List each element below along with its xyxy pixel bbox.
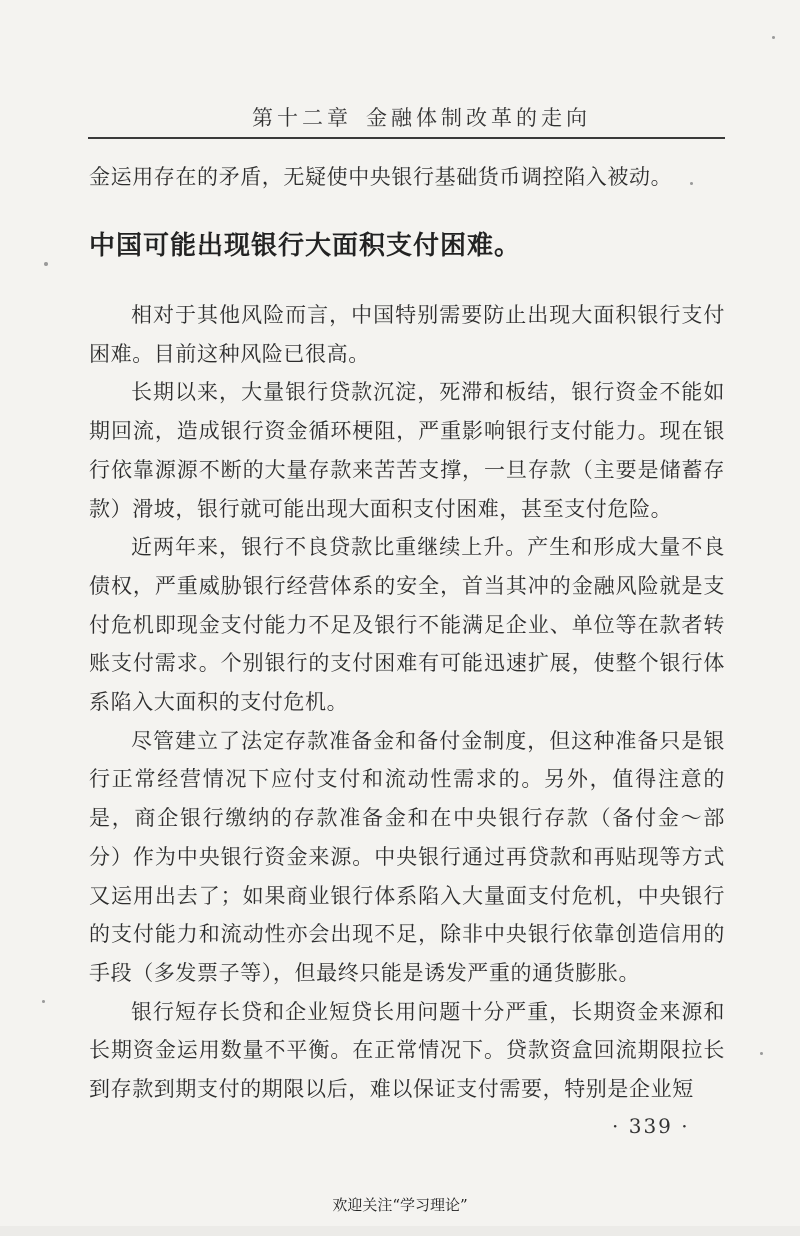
page-number: · 339 ·	[612, 1114, 690, 1138]
running-head	[88, 100, 724, 130]
footer-note: 欢迎关注“学习理论”	[332, 1196, 468, 1214]
scan-speck	[44, 262, 48, 266]
paragraph: 银行短存长贷和企业短贷长用问题十分严重，长期资金来源和长期资金运用数量不平衡。在正常情况下。贷款资盒回流期限拉长到存款到期支付的期限以后，难以保证支付需要，特别是企业短	[89, 999, 725, 1102]
header-rule	[88, 137, 725, 139]
paragraph: 相对于其他风险而言，中国特别需要防止出现大面积银行支付困难。目前这种风险已很高。	[89, 303, 725, 366]
scan-edge	[0, 1226, 800, 1236]
paragraph: 长期以来，大量银行贷款沉淀，死滞和板结，银行资金不能如期回流，造成银行资金循环梗阻，严重影响银行支付能力。现在银行依靠源源不断的大量存款来苦苦支撑，一旦存款（主要是储蓄存款）滑坡，银行就可能出现大面积支付困难，甚至支付危险。	[89, 380, 725, 521]
chapter-title: 金融体制改革的走向	[366, 106, 591, 130]
continuation-text: 金运用存在的矛盾，无疑使中央银行基础货币调控陷入被动。	[89, 165, 673, 189]
scan-speck	[772, 36, 775, 39]
chapter-label: 第十二章	[252, 106, 352, 130]
paragraph: 近两年来，银行不良贷款比重继续上升。产生和形成大量不良债权，严重威胁银行经营体系的安全，首当其冲的金融风险就是支付危机即现金支付能力不足及银行不能满足企业、单位等在款者转账支付需求。个别银行的支付困难有可能迅速扩展，使整个银行体系陷入大面积的支付危机。	[89, 535, 725, 715]
paragraph: 尽管建立了法定存款准备金和备付金制度，但这种准备只是银行正常经营情况下应付支付和流动性需求的。另外，值得注意的是，商企银行缴纳的存款准备金和在中央银行存款（备付金～部分）作为中央银行资金来源。中央银行通过再贷款和再贴现等方式又运用出去了；如果商业银行体系陷入大量面支付危机，中央银行的支付能力和流动性亦会出现不足，除非中央银行依靠创造信用的手段（多发票子等），但最终只能是诱发严重的通货膨胀。	[89, 728, 725, 985]
scan-speck	[690, 182, 693, 185]
scan-speck	[760, 1052, 763, 1055]
scan-speck	[42, 1000, 45, 1003]
body-paragraphs	[89, 296, 725, 1109]
section-heading: 中国可能出现银行大面积支付困难。	[89, 231, 522, 261]
